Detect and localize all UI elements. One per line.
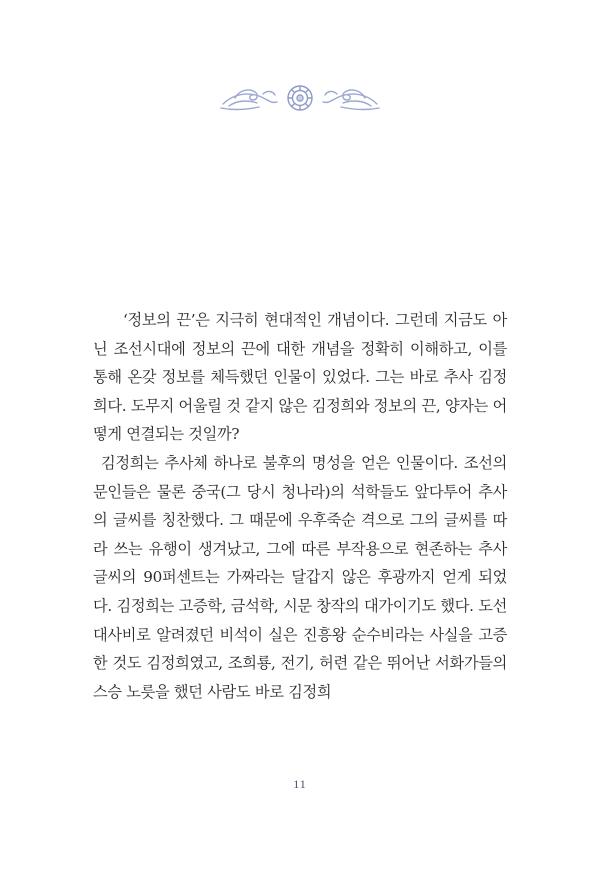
ornament-flourish-icon bbox=[219, 80, 381, 116]
body-paragraph: 김정희는 추사체 하나로 불후의 명성을 얻은 인물이다. 조선의 문인들은 물론 중국(그 당시 청나라)의 석학들도 앞다투어 추사의 글씨를 칭찬했다. 그 때문에 우후죽순 격으로 그의 글씨를 따라 쓰는 유행이 생겨났고, 그에 따른 부작용으로 현존하는 추사 글씨의 90퍼센트는 가짜라는 달갑지 않은 후광까지 얻게 되었다. 김정희는 고증학, 금석학, 시문 창작의 대가이기도 했다. 도선대사비로 알려졌던 비석이 실은 진흥왕 순수비라는 사실을 고증한 것도 김정희였고, 조희룡, 전기, 허련 같은 뛰어난 서화가들의 스승 노릇을 했던 사람도 바로 김정희 bbox=[93, 453, 507, 701]
body-paragraph: ‘정보의 끈’은 지극히 현대적인 개념이다. 그런데 지금도 아닌 조선시대에 정보의 끈에 대한 개념을 정확히 이해하고, 이를 통해 온갖 정보를 체득했던 인물이 있었다. 그는 바로 추사 김정희다. 도무지 어울릴 것 같지 않은 김정희와 정보의 끈, 양자는 어떻게 연결되는 것일까? bbox=[93, 311, 507, 444]
page-number: 11 bbox=[293, 777, 307, 791]
body-text bbox=[93, 306, 507, 706]
